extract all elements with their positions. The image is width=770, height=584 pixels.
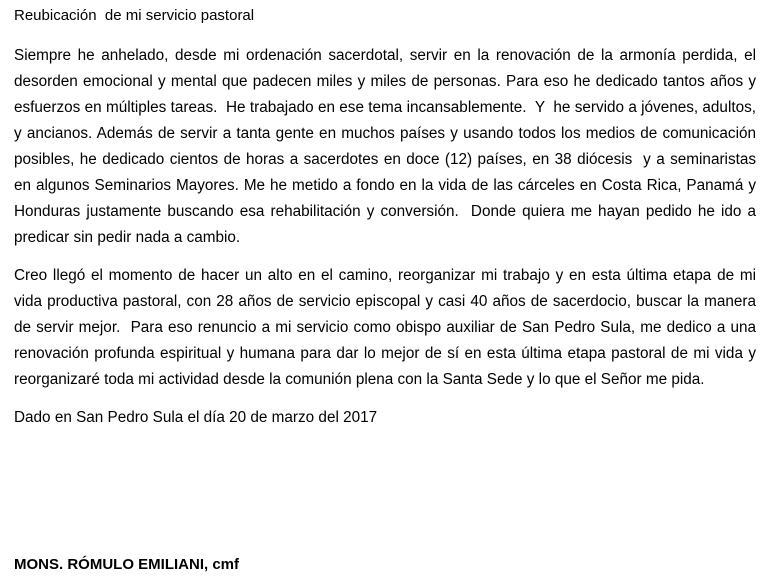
date-line: Dado en San Pedro Sula el día 20 de marzo del 2017 — [14, 409, 378, 426]
paragraph-ministry-history: Siempre he anhelado, desde mi ordenación sacerdotal, servir en la renovación de la armonía perdida, el desorden emocional y mental que padecen miles y miles de personas. Para eso he dedicado tantos años y esfuerzos en múltiples tareas. He trabajado en ese tema incansablemente. Y he servido a jóvenes, adultos, y ancianos. Además de servir a tanta gente en muchos países y usando todos los medios de comunicación posibles, he dedicado cientos de horas a sacerdotes en doce (12) países, en 38 diócesis y a seminaristas en algunos Seminarios Mayores. Me he metido a fondo en la vida de las cárceles en Costa Rica, Panamá y Honduras justamente buscando esa rehabilitación y conversión. Donde quiera me hayan pedido he ido a predicar sin pedir nada a cambio. — [14, 47, 761, 246]
signature: MONS. RÓMULO EMILIANI, cmf — [14, 556, 239, 573]
document-title: Reubicación de mi servicio pastoral — [14, 7, 255, 24]
paragraph-resignation: Creo llegó el momento de hacer un alto en el camino, reorganizar mi trabajo y en esta última etapa de mi vida productiva pastoral, con 28 años de servicio episcopal y casi 40 años de sacerdocio, buscar la manera de servir mejor. Para eso renuncio a mi servicio como obispo auxiliar de San Pedro Sula, me dedico a una renovación profunda espiritual y humana para dar lo mejor de sí en esta última etapa pastoral de mi vida y reorganizaré toda mi actividad desde la comunión plena con la Santa Sede y lo que el Señor me pida. — [14, 267, 761, 388]
